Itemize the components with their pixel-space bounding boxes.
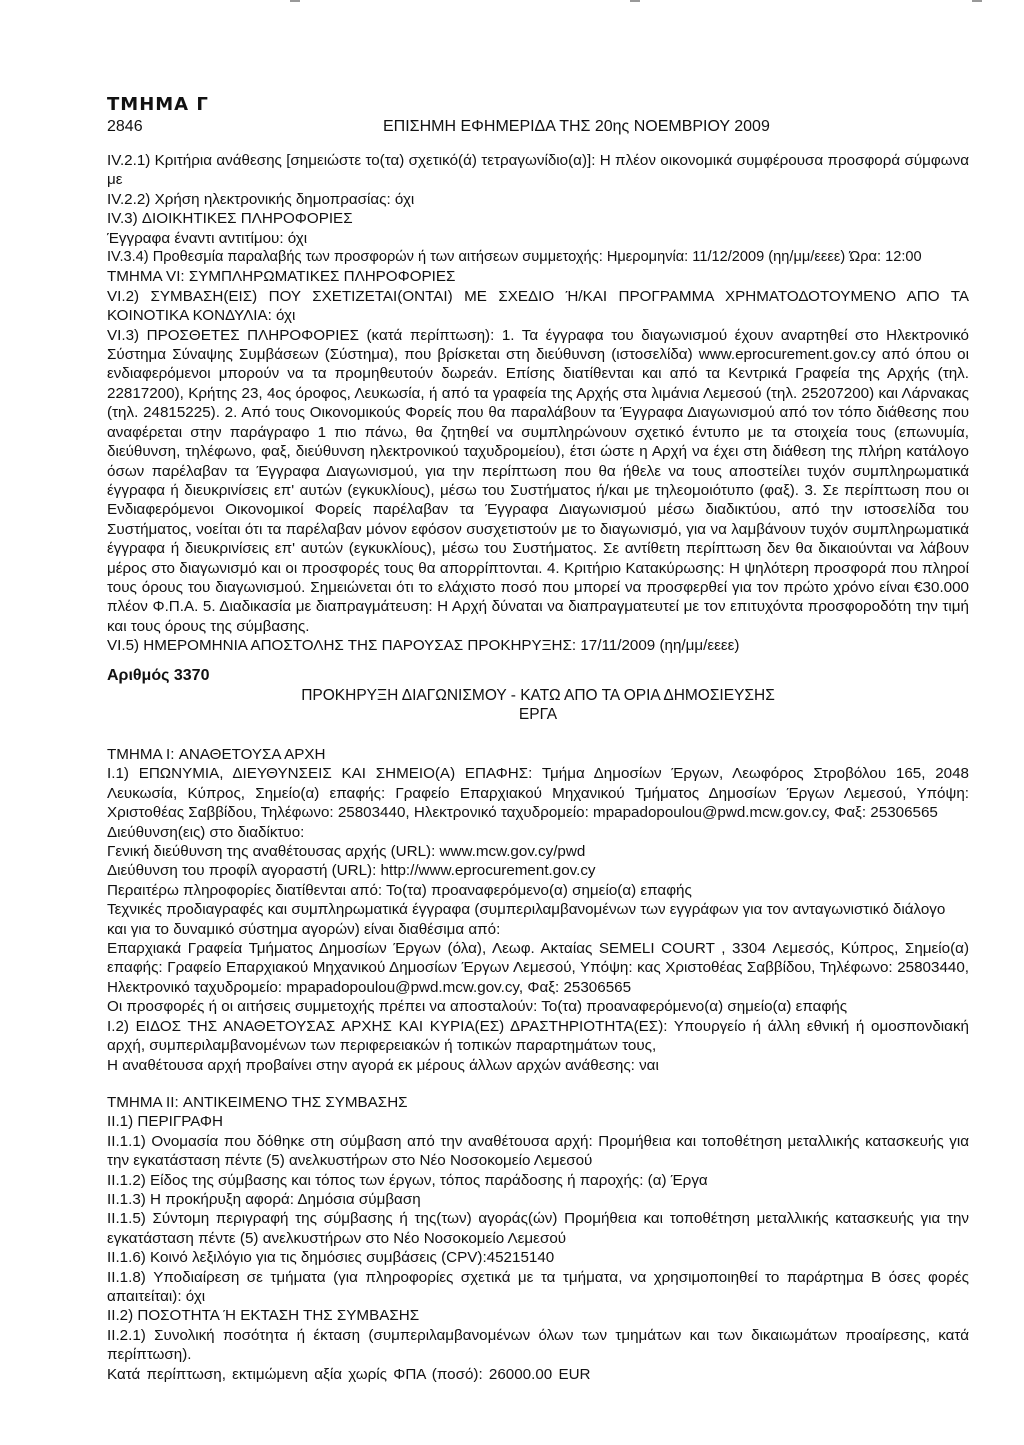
- notice-section-1: [107, 745, 969, 1075]
- page-number: 2846: [107, 118, 143, 135]
- notice-number: Αριθμός 3370: [107, 667, 210, 684]
- notice-section-2: [107, 1093, 969, 1384]
- paragraph: I.1) ΕΠΩΝΥΜΙΑ, ΔΙΕΥΘΥΝΣΕΙΣ ΚΑΙ ΣΗΜΕΙΟ(Α) ΕΠΑΦΗΣ: Τμήμα Δημοσίων Έργων, Λεωφόρος Στροβόλου 165, 2048 Λευκωσία, Κύπρος, Σημείο(α) επαφής: Γραφείο Επαρχιακού Μηχανικού Τμήματος Δημοσίων Έργων Λεμεσού, Υπόψη: Χριστοθέας Σαββίδου, Τηλέφωνο: 25803440, Ηλεκτρονικό ταχυδρομείο: mpapadopoulou@pwd.mcw.gov.cy, Φαξ: 25306565: [107, 765, 969, 822]
- paragraph: ΤΜΗΜΑ VI: ΣΥΜΠΛΗΡΩΜΑΤΙΚΕΣ ΠΛΗΡΟΦΟΡΙΕΣ: [107, 268, 456, 286]
- notice-title-line: ΠΡΟΚΗΡΥΞΗ ΔΙΑΓΩΝΙΣΜΟΥ - ΚΑΤΩ ΑΠΟ ΤΑ ΟΡΙΑ ΔΗΜΟΣΙΕΥΣΗΣ: [301, 687, 775, 704]
- notice-title: [107, 686, 969, 724]
- paragraph: Περαιτέρω πληροφορίες διατίθενται από: Το(τα) προαναφερόμενο(α) σημείο(α) επαφής: [107, 881, 692, 899]
- paragraph: II.1.6) Κοινό λεξιλόγιο για τις δημόσιες συμβάσεις (CPV):45215140: [107, 1249, 555, 1267]
- paragraph: Έγγραφα έναντι αντιτίμου: όχι: [107, 229, 308, 247]
- paragraph: II.1.5) Σύντομη περιγραφή της σύμβασης ή της(των) αγοράς(ών) Προμήθεια και τοποθέτηση μεταλλικής κατασκευής για την εγκατάσταση πέντε (5) ανελκυστήρων στο Νέο Νοσοκομείο Λεμεσού: [107, 1210, 969, 1247]
- paragraph: Επαρχιακά Γραφεία Τμήματος Δημοσίων Έργων (όλα), Λεωφ. Ακταίας SEMELI COURT , 3304 Λεμεσός, Κύπρος, Σημείο(α) επαφής: Γραφείο Επαρχιακού Μηχανικού Δημοσίων Έργων Λεμεσού, Υπόψη: κας Χριστοθέας Σαββίδου, Τηλέφωνο: 25803440, Ηλεκτρονικό ταχυδρομείο: mpapadopoulou@pwd.mcw.gov.cy, Φαξ: 25306565: [107, 940, 969, 996]
- paragraph: ΤΜΗΜΑ II: ΑΝΤΙΚΕΙΜΕΝΟ ΤΗΣ ΣΥΜΒΑΣΗΣ: [107, 1094, 408, 1111]
- paragraph: II.1.8) Υποδιαίρεση σε τμήματα (για πληροφορίες σχετικά με τα τμήματα, να χρησιμοποιηθεί το παράρτημα Β όσες φορές απαιτείται): όχι: [107, 1268, 969, 1306]
- paragraph: IV.2.1) Κριτήρια ανάθεσης [σημειώστε το(τα) σχετικό(ά) τετραγωνίδιο(α)]: Η πλέον οικονομικά συμφέρουσα προσφορά σύμφωνα με: [107, 152, 969, 189]
- paragraph: VI.3) ΠΡΟΣΘΕΤΕΣ ΠΛΗΡΟΦΟΡΙΕΣ (κατά περίπτωση): 1. Τα έγγραφα του διαγωνισμού έχουν αναρτηθεί στο Ηλεκτρονικό Σύστημα Σύναψης Συμβάσεων (Σύστημα), που βρίσκεται στη διεύθυνση (ιστοσελίδα) www.eprocurement.gov.cy από όπου οι ενδιαφερόμενοι μπορούν να τα προμηθευτούν δωρεάν. Επίσης διατίθενται και από τα Κεντρικά Γραφεία της Αρχής (τηλ. 22817200), Κρήτης 23, 4ος όροφος, Λευκωσία, ή από τα γραφεία της Αρχής στα λιμάνια Λεμεσού (τηλ. 25207200) και Λάρνακας (τηλ. 24815225). 2. Από τους Οικονομικούς Φορείς που θα παραλάβουν τα Έγγραφα Διαγωνισμού από τον τόπο διάθεσης που αναφέρεται στην παράγραφο 1 πιο πάνω, θα ζητηθεί να συμπληρώνουν σχετικό έντυπο με τα στοιχεία τους (επωνυμία, διεύθυνση, τηλέφωνο, φαξ, διεύθυνση ηλεκτρονικού ταχυδρομείου), έτσι ώστε η Αρχή να έχει στη διάθεση της πλήρη κατάλογο όσων παρέλαβαν τα Έγγραφα Διαγωνισμού, για την περίπτωση που θα ήθελε να τους αποστείλει τυχόν συμπληρωματικά έγγραφα ή διευκρινίσεις επ' αυτών (εγκυκλίους), μέσω του Συστήματος ή/και με τηλεομοιότυπο (φαξ). 3. Σε περίπτωση που οι Ενδιαφερόμενοι Οικονομικοί Φορείς παρέλαβαν τα Έγγραφα Διαγωνισμού μέσω διαδικτύου, από την ιστοσελίδα του Συστήματος, νοείται ότι τα παρέλαβαν μόνον εφόσον συσχετιστούν με το διαγωνισμό, για να λαμβάνουν τυχόν συμπληρωματικά έγγραφα ή διευκρινίσεις επ' αυτών (εγκυκλίους), μέσω του Συστήματος. Σε αντίθετη περίπτωση δεν θα δικαιούνται να λάβουν μέρος στο διαγωνισμό και οι προσφορές τους θα απορρίπτονται. 4. Κριτήριο Κατακύρωσης: Η ψηλότερη προσφορά που πληροί τους όρους του διαγωνισμού. Σημειώνεται ότι το ελάχιστο ποσό που μπορεί να προσφερθεί για τον πρώτο χρόνο είναι €30.000 πλέον Φ.Π.Α. 5. Διαδικασία με διαπραγμάτευση: Η Αρχή δύναται να διαπραγματευτεί με τον επιτυχόντα προσφοροδότη την τιμή και τους όρους της σύμβασης.: [107, 326, 969, 635]
- paragraph: Οι προσφορές ή οι αιτήσεις συμμετοχής πρέπει να αποσταλούν: Το(τα) προαναφερόμενο(α) σημείο(α) επαφής: [107, 998, 848, 1016]
- scan-mark: [630, 0, 640, 2]
- paragraph: II.1) ΠΕΡΙΓΡΑΦΗ: [107, 1113, 223, 1131]
- paragraph: VI.5) ΗΜΕΡΟΜΗΝΙΑ ΑΠΟΣΤΟΛΗΣ ΤΗΣ ΠΑΡΟΥΣΑΣ ΠΡΟΚΗΡΥΞΗΣ: 17/11/2009 (ηη/μμ/εεεε): [107, 637, 740, 655]
- paragraph: II.2) ΠΟΣΟΤΗΤΑ Ή ΕΚΤΑΣΗ ΤΗΣ ΣΥΜΒΑΣΗΣ: [107, 1307, 420, 1325]
- paragraph: IV.3) ΔΙΟΙΚΗΤΙΚΕΣ ΠΛΗΡΟΦΟΡΙΕΣ: [107, 210, 353, 228]
- paragraph: IV.2.2) Χρήση ηλεκτρονικής δημοπρασίας: όχι: [107, 190, 415, 208]
- scan-mark: [290, 0, 300, 2]
- paragraph: Διεύθυνση(εις) στο διαδίκτυο:: [107, 823, 305, 841]
- paragraph: II.1.3) Η προκήρυξη αφορά: Δημόσια σύμβαση: [107, 1191, 421, 1209]
- notice-title-line: ΕΡΓΑ: [518, 706, 558, 723]
- paragraph: II.1.2) Είδος της σύμβασης και τόπος των έργων, τόπος παράδοσης ή παροχής: (α) Έργα: [107, 1171, 708, 1189]
- section-tag: ΤΜΗΜΑ Γ: [107, 94, 209, 115]
- paragraph: Διεύθυνση του προφίλ αγοραστή (URL): http://www.eprocurement.gov.cy: [107, 862, 596, 880]
- paragraph: VI.2) ΣΥΜΒΑΣΗ(ΕΙΣ) ΠΟΥ ΣΧΕΤΙΖΕΤΑΙ(ΟΝΤΑΙ) ΜΕ ΣΧΕΔΙΟ Ή/ΚΑΙ ΠΡΟΓΡΑΜΜΑ ΧΡΗΜΑΤΟΔΟΤΟΥΜΕΝΟ ΑΠΟ ΤΑ ΚΟΙΝΟΤΙΚΑ ΚΟΝΔΥΛΙΑ: όχι: [107, 287, 969, 325]
- paragraph: Η αναθέτουσα αρχή προβαίνει στην αγορά εκ μέρους άλλων αρχών ανάθεσης: ναι: [107, 1056, 659, 1074]
- paragraph: II.2.1) Συνολική ποσότητα ή έκταση (συμπεριλαμβανομένων όλων των τμημάτων και των δικαιωμάτων προαίρεσης, κατά περίπτωση).: [107, 1326, 969, 1364]
- paragraph: II.1.1) Ονομασία που δόθηκε στη σύμβαση από την αναθέτουσα αρχή: Προμήθεια και τοποθέτηση μεταλλικής κατασκευής για την εγκατάσταση πέντε (5) ανελκυστήρων στο Νέο Νοσοκομείο Λεμεσού: [107, 1132, 969, 1170]
- scan-mark: [972, 0, 982, 2]
- previous-notice: [107, 151, 969, 656]
- paragraph: I.2) ΕΙΔΟΣ ΤΗΣ ΑΝΑΘΕΤΟΥΣΑΣ ΑΡΧΗΣ ΚΑΙ ΚΥΡΙΑ(ΕΣ) ΔΡΑΣΤΗΡΙΟΤΗΤΑ(ΕΣ): Υπουργείο ή άλλη εθνική ή ομοσπονδιακή αρχή, συμπεριλαμβανομένων των περιφερειακών ή τοπικών παραρτημάτων τους,: [107, 1017, 969, 1055]
- paragraph: Κατά περίπτωση, εκτιμώμενη αξία χωρίς ΦΠΑ (ποσό): 26000.00 EUR: [107, 1365, 591, 1383]
- paragraph: ΤΜΗΜΑ I: ΑΝΑΘΕΤΟΥΣΑ ΑΡΧΗ: [107, 746, 326, 763]
- paragraph: Τεχνικές προδιαγραφές και συμπληρωματικά έγγραφα (συμπεριλαμβανομένων των εγγράφων για τον ανταγωνιστικό διάλογο και για το δυναμικό σύστημα αγορών) είναι διαθέσιμα από:: [107, 901, 946, 938]
- paragraph: IV.3.4) Προθεσμία παραλαβής των προσφορών ή των αιτήσεων συμμετοχής: Ημερομηνία: 11/12/2009 (ηη/μμ/εεεε) Ώρα: 12:00: [107, 249, 922, 266]
- gazette-title: ΕΠΙΣΗΜΗ ΕΦΗΜΕΡΙΔΑ ΤΗΣ 20ης ΝΟΕΜΒΡΙΟΥ 2009: [383, 118, 770, 135]
- paragraph: Γενική διεύθυνση της αναθέτουσας αρχής (URL): www.mcw.gov.cy/pwd: [107, 843, 586, 861]
